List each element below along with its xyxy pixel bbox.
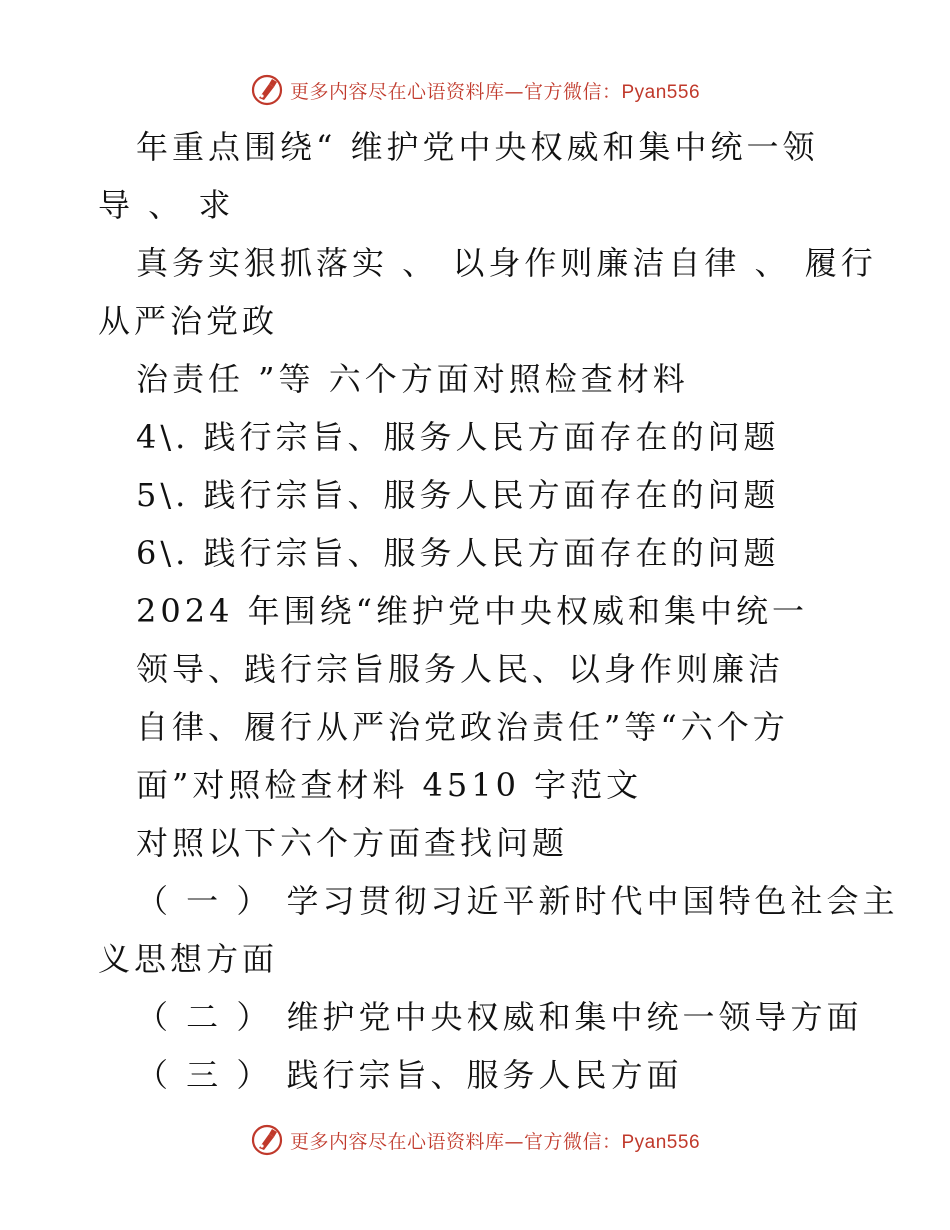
- pen-nib-logo-icon: [250, 73, 284, 107]
- text-line: 自律、履行从严治党政治责任”等“六个方: [136, 708, 789, 746]
- text-line: 义思想方面: [98, 940, 279, 978]
- footer-watermark-banner: [0, 1120, 950, 1160]
- text-line: （ 一 ） 学习贯彻习近平新时代中国特色社会主: [136, 882, 899, 920]
- text-line: 面”对照检查材料 4510 字范文: [136, 766, 643, 804]
- text-line: 5\. 践行宗旨、服务人民方面存在的问题: [136, 476, 780, 514]
- text-line: 2024 年围绕“维护党中央权威和集中统一: [136, 592, 808, 630]
- document-body: [98, 118, 899, 1104]
- watermark-account: Pyan556: [621, 1131, 701, 1153]
- header-watermark-text: [290, 77, 700, 104]
- text-line: （ 二 ） 维护党中央权威和集中统一领导方面: [136, 998, 863, 1036]
- watermark-account: Pyan556: [621, 81, 701, 103]
- watermark-label: 更多内容尽在心语资料库—官方微信：: [289, 1130, 622, 1153]
- text-line: 对照以下六个方面查找问题: [136, 824, 569, 862]
- header-watermark-banner: [0, 70, 950, 110]
- text-line: 导 、 求: [98, 186, 235, 224]
- text-line: 治责任 ”等 六个方面对照检查材料: [136, 360, 689, 398]
- text-line: 从严治党政: [98, 302, 279, 340]
- text-line: 4\. 践行宗旨、服务人民方面存在的问题: [136, 418, 780, 456]
- text-line: 年重点围绕“ 维护党中央权威和集中统一领: [136, 128, 819, 166]
- text-line: （ 三 ） 践行宗旨、服务人民方面: [136, 1056, 683, 1094]
- text-line: 6\. 践行宗旨、服务人民方面存在的问题: [136, 534, 780, 572]
- text-line: 真务实狠抓落实 、 以身作则廉洁自律 、 履行: [136, 244, 877, 282]
- footer-watermark-text: [290, 1127, 700, 1154]
- pen-nib-logo-icon: [250, 1123, 284, 1157]
- watermark-label: 更多内容尽在心语资料库—官方微信：: [289, 80, 622, 103]
- text-line: 领导、践行宗旨服务人民、以身作则廉洁: [136, 650, 785, 688]
